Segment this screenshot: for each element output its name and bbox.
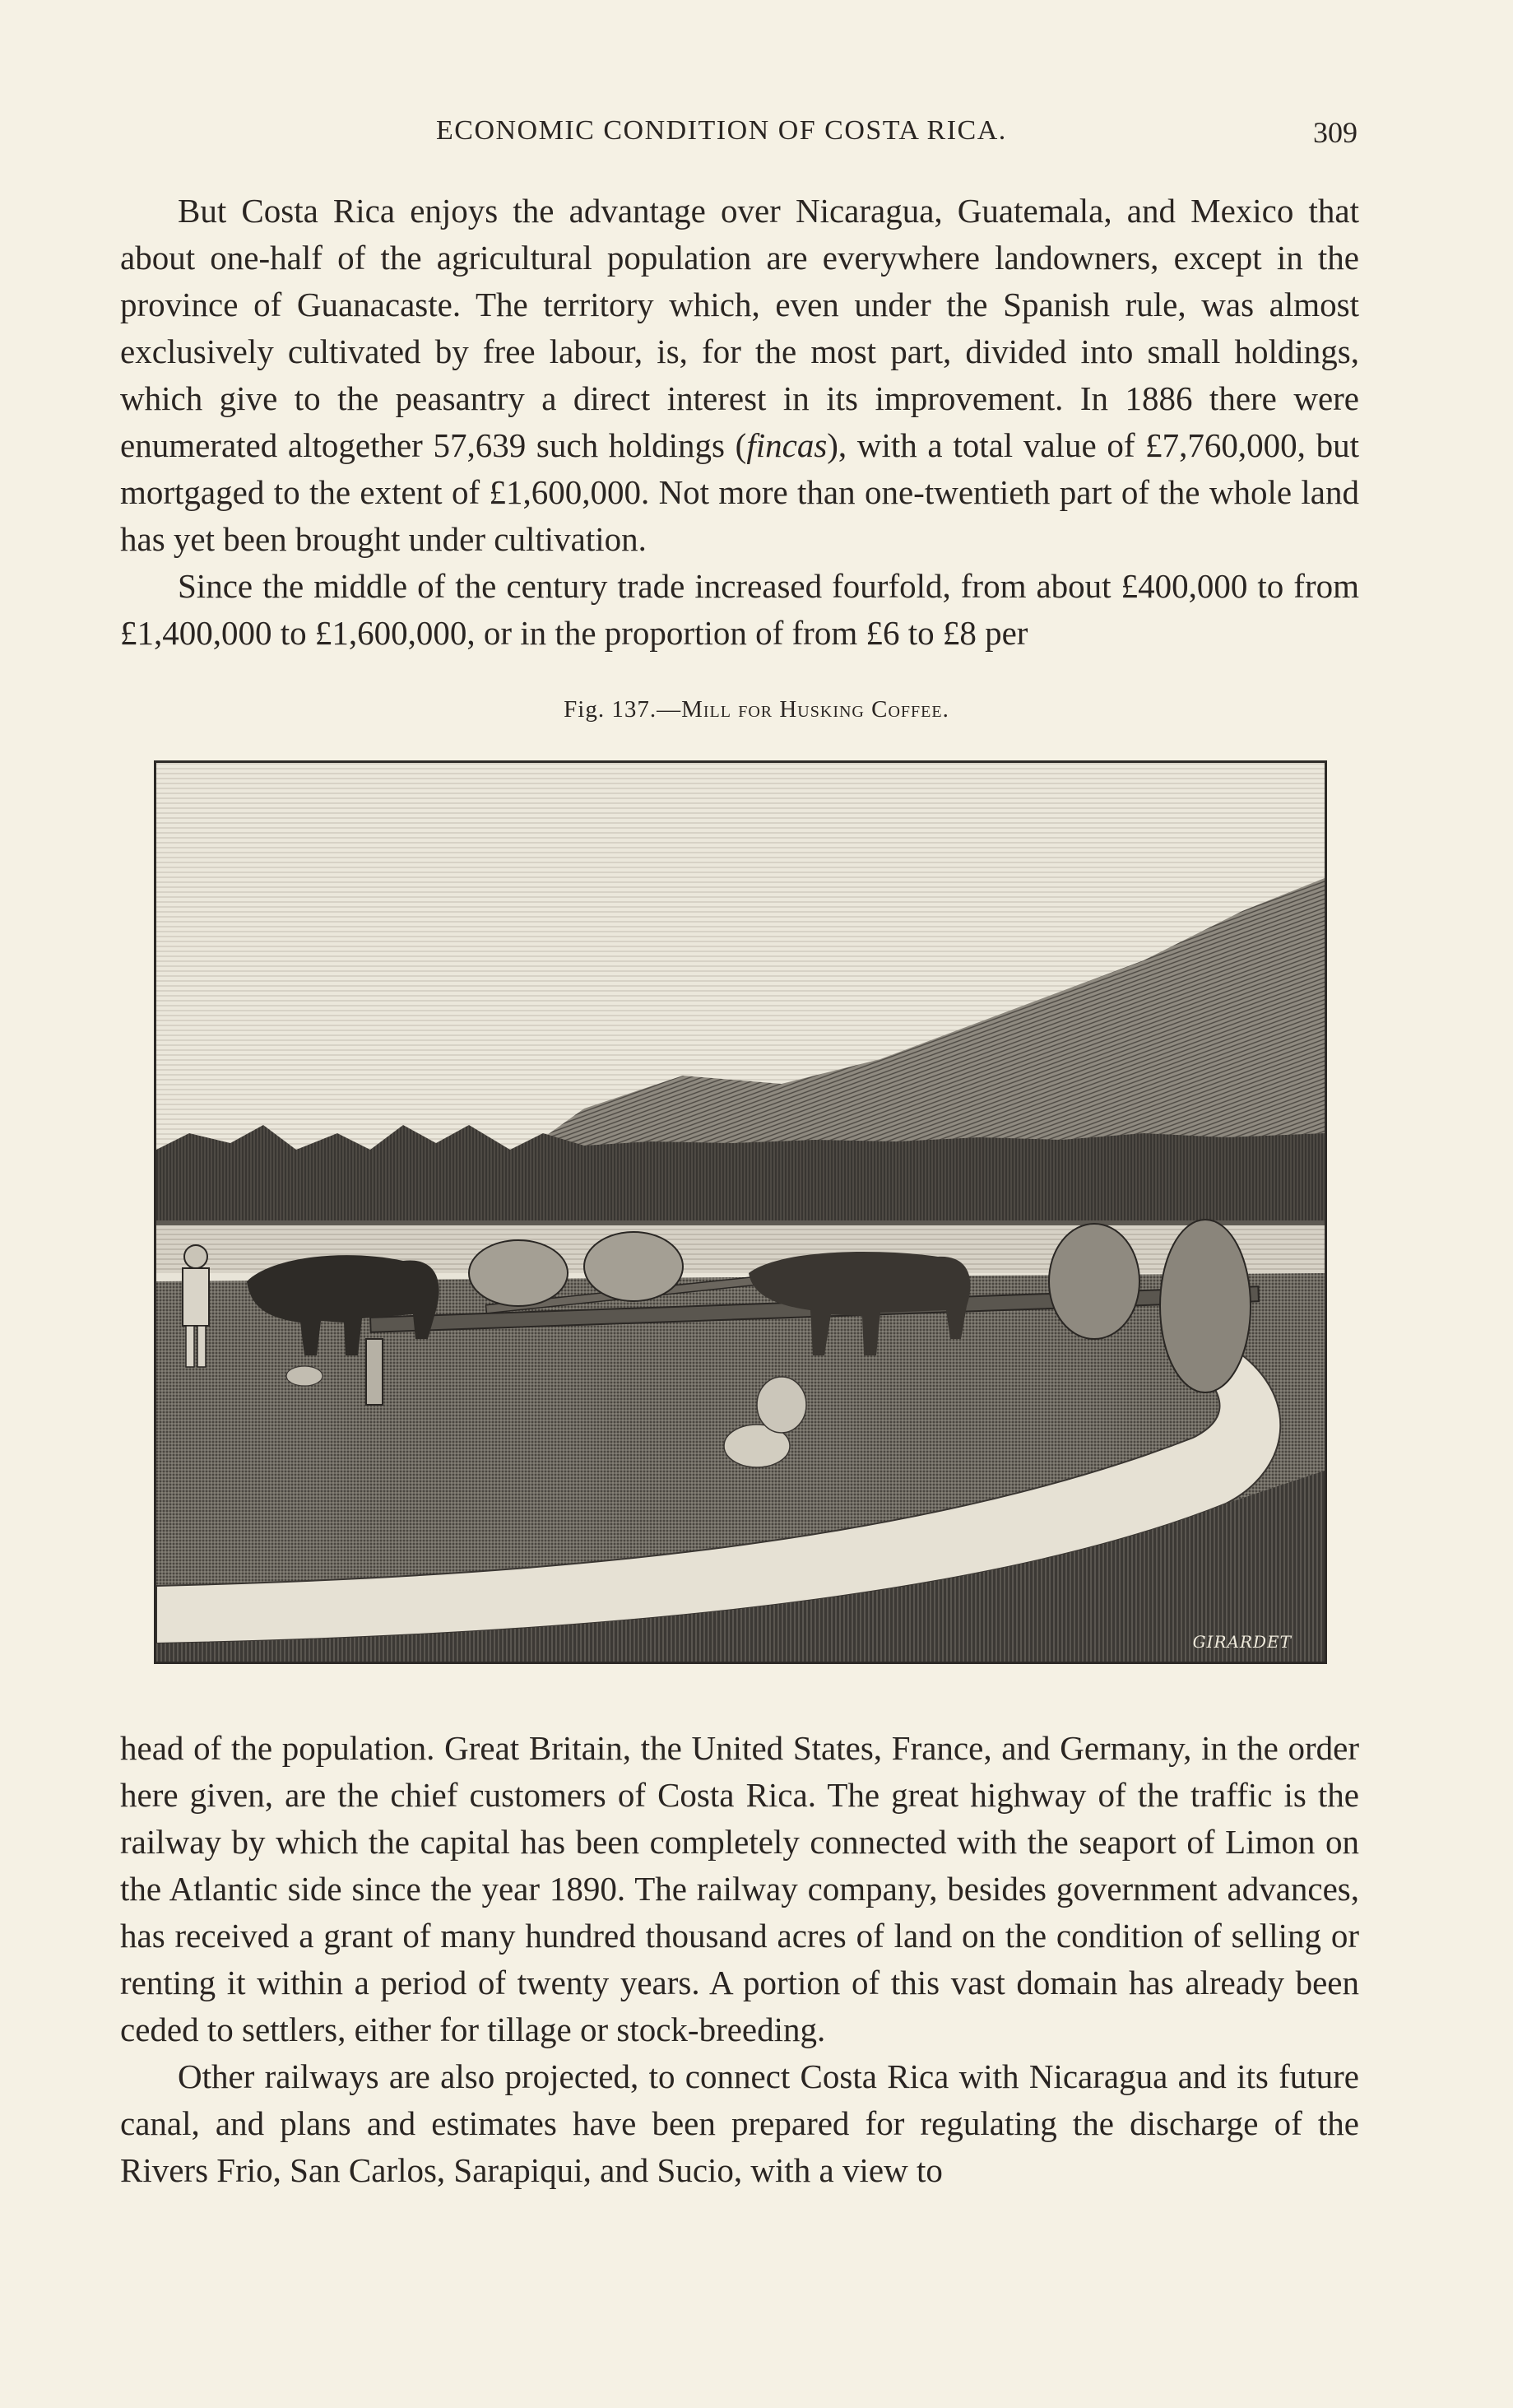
rock [286,1366,323,1386]
paragraph-customers: head of the population. Great Britain, the United States, France, and Germany, in the order here given, are the chief customers of Costa Rica. The great highway of the traffic is the railway by which the capital has been completely connected with the seaport of Limon on the Atlantic side since the year 1890. The railway company, besides government advances, has received a grant of many hundred thousand acres of land on the condition of selling or renting it within a period of twenty years. A portion of this vast domain has already been ceded to settlers, either for tillage or stock-breeding. [120,1729,1359,2048]
millstone [584,1232,683,1301]
italic-term: fincas [746,426,828,464]
wall-coping [156,1220,1325,1225]
paragraph-text: ), with a total value of £7,760,000, but mortgaged to the extent of £1,600,000. Not more than one-twentieth part of the whole land has yet been brought under cultivation. [120,426,1359,558]
engraving-illustration [156,763,1325,1662]
running-head: ECONOMIC CONDITION OF COSTA RICA. [436,115,1007,146]
page-number: 309 [1313,116,1358,149]
caption-title: Mill for Husking Coffee. [681,696,949,723]
man-leg [186,1326,194,1367]
engraving-coffee-mill [154,760,1327,1664]
millstone [1160,1220,1251,1392]
engraver-signature: GIRARDET [1192,1632,1292,1652]
caption-prefix: Fig. 137.— [564,696,682,723]
rock [757,1377,806,1433]
man-body [183,1268,209,1326]
paragraph-landowners [120,188,1359,563]
body-text-bottom [120,1725,1359,2194]
paragraph-text: But Costa Rica enjoys the advantage over Nicaragua, Guatemala, and Mexico that about one-half of the agricultural population are everywhere landowners, except in the province of Guanacaste. The territory which, even under the Spanish rule, was almost exclusively cultivated by free labour, is, for the most part, divided into small holdings, which give to the peasantry a direct interest in its improvement. In 1886 there were enumerated altogether 57,639 such holdings ( [120,192,1359,464]
man-head [184,1245,207,1268]
paragraph-trade: Since the middle of the century trade increased fourfold, from about £400,000 to from £1,400,000 to £1,600,000, or in the proportion of from £6 to £8 per [120,567,1359,652]
paragraph-railways: Other railways are also projected, to connect Costa Rica with Nicaragua and its future canal, and plans and estimates have been prepared for regulating the discharge of the Rivers Frio, San Carlos, Sarapiqui, and Sucio, with a view to [120,2057,1359,2189]
man-leg [197,1326,206,1367]
post [366,1339,383,1405]
body-text-top [120,188,1359,657]
figure-caption [0,696,1513,723]
millstone [1049,1224,1139,1339]
millstone [469,1240,568,1306]
